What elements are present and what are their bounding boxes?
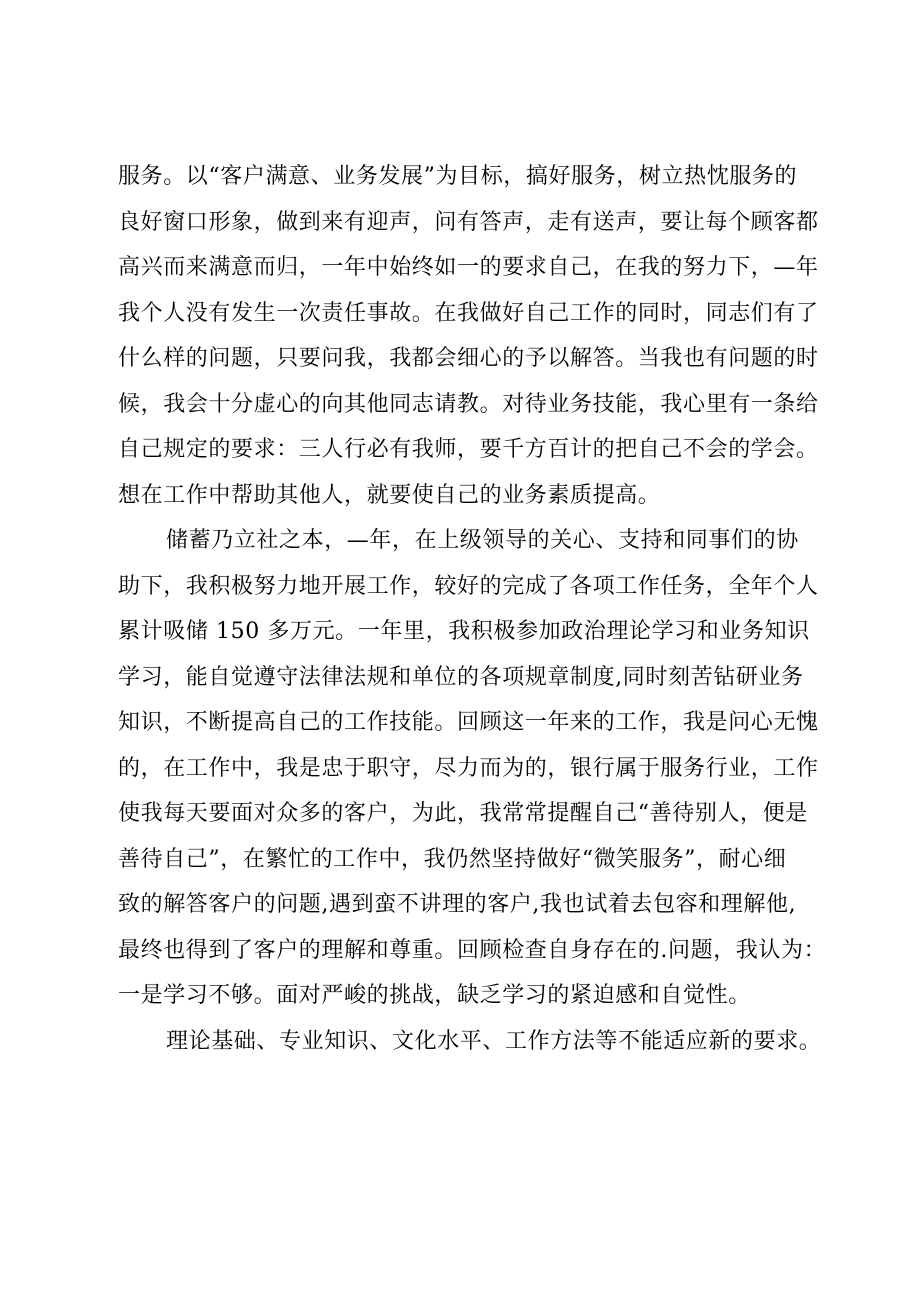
body-text <box>118 154 838 1064</box>
text-line: 一是学习不够。面对严峻的挑战，缺乏学习的紧迫感和自觉性。 <box>118 983 751 1008</box>
text-line: 良好窗口形象，做到来有迎声，问有答声，走有送声，要让每个顾客都 <box>118 209 819 235</box>
text-line: 致的解答客户的问题,遇到蛮不讲理的客户,我也试着去包容和理解他, <box>118 892 797 917</box>
text-line: 什么样的问题，只要问我，我都会细心的予以解答。当我也有问题的时 <box>118 346 819 371</box>
text-line: 助下，我积极努力地开展工作，较好的完成了各项工作任务，全年个人 <box>118 573 819 599</box>
text-line: 使我每天要面对众多的客户，为此，我常常提醒自己“善待别人，便是 <box>118 801 808 826</box>
paragraph-start-line: 理论基础、专业知识、文化水平、工作方法等不能适应新的要求。 <box>166 1028 822 1054</box>
text-line: 服务。以“客户满意、业务发展”为目标，搞好服务，树立热忱服务的 <box>118 164 798 189</box>
text-line: 候，我会十分虚心的向其他同志请教。对待业务技能，我心里有一条给 <box>118 391 819 417</box>
text-line: 善待自己”，在繁忙的工作中，我仍然坚持做好“微笑服务”，耐心细 <box>118 846 787 872</box>
text-line: 自己规定的要求：三人行必有我师，要千方百计的把自己不会的学会。 <box>118 437 819 462</box>
text-line: 学习，能自觉遵守法律法规和单位的各项规章制度,同时刻苦钻研业务 <box>118 664 804 690</box>
text-line: 累计吸储 150 多万元。一年里，我积极参加政治理论学习和业务知识 <box>118 619 810 644</box>
text-line: 想在工作中帮助其他人，就要使自己的业务素质提高。 <box>118 482 661 508</box>
text-line: 的，在工作中，我是忠于职守，尽力而为的，银行属于服务行业，工作 <box>118 755 819 781</box>
paragraph-start-line: 储蓄乃立社之本，—年，在上级领导的关心、支持和同事们的协 <box>166 528 799 553</box>
text-line: 知识，不断提高自己的工作技能。回顾这一年来的工作，我是问心无愧 <box>118 710 819 735</box>
text-line: 最终也得到了客户的理解和尊重。回顾检查自身存在的.问题，我认为： <box>118 937 827 963</box>
text-line: 高兴而来满意而归，一年中始终如一的要求自己，在我的努力下，—年 <box>118 255 819 280</box>
text-line: 我个人没有发生一次责任事故。在我做好自己工作的同时，同志们有了 <box>118 300 819 326</box>
